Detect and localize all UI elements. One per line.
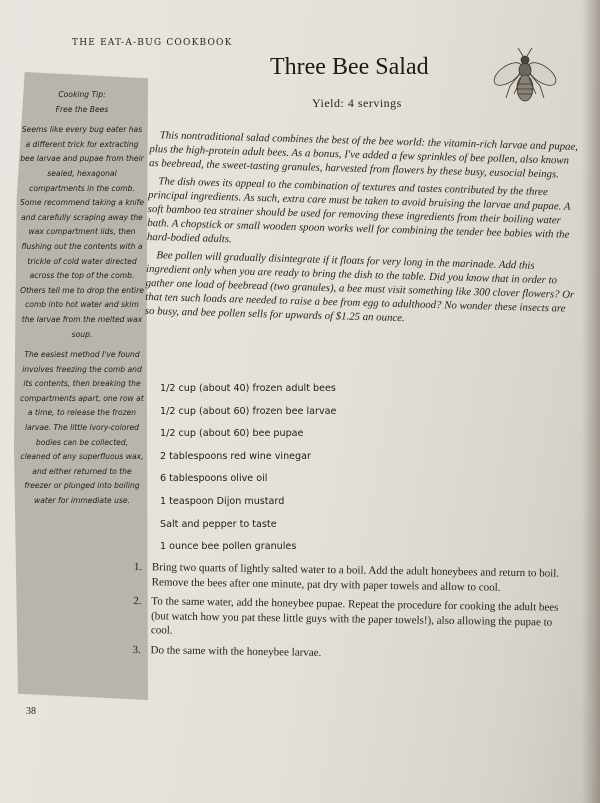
recipe-yield: Yield: 4 servings — [312, 96, 402, 110]
ingredient-list — [160, 383, 460, 564]
step-number: 2. — [133, 595, 142, 608]
page-number: 38 — [26, 706, 36, 717]
cooking-tip-title: Cooking Tip: Free the Bees — [55, 90, 109, 114]
step-number: 1. — [133, 560, 143, 574]
ingredient-item: 1 teaspoon Dijon mustard — [160, 495, 285, 507]
step-text: Do the same with the honeybee larvae. — [150, 644, 322, 659]
page-edge-shadow — [582, 0, 600, 803]
ingredient-item: 1/2 cup (about 40) frozen adult bees — [160, 383, 336, 394]
step-item — [133, 594, 576, 645]
step-text: Bring two quarts of lightly salted water to a boil. Add the adult honeybees and return to boil. Remove the bees after one minute, pat dry with paper towels and allow to cool. — [151, 561, 560, 594]
bee-icon — [490, 44, 560, 116]
ingredient-item: 2 tablespoons red wine vinegar — [160, 450, 311, 462]
step-item — [134, 560, 576, 596]
ingredient-item: 1/2 cup (about 60) frozen bee larvae — [160, 405, 337, 417]
cooking-tip-paragraph: The easiest method I've found involves freezing the comb and its contents, then breaking the compartments apart, one row at a time, to release the frozen larvae. The little ivory-colored bodies can be collected, cleaned of any superfluous wax, and either returned to the freezer or plunged into boiling water for immediate use. — [20, 350, 144, 506]
ingredient-item: Salt and pepper to taste — [160, 518, 277, 530]
running-head: THE EAT-A-BUG COOKBOOK — [72, 38, 233, 48]
intro-paragraph: This nontraditional salad combines the best of the bee world: the vitamin-rich larvae and pupae, plus the high-protein adult bees. As a bonus, I've added a few sprinkles of bee pollen, also known as beebread, the sweet-tasting granules, harvested from flowers by these busy, eusocial beings. — [148, 129, 579, 181]
recipe-title: Three Bee Salad — [270, 54, 429, 80]
ingredient-item: 1 ounce bee pollen granules — [160, 541, 297, 553]
cooking-tip-paragraph: Seems like every bug eater has a different trick for extracting bee larvae and pupae from their sealed, hexagonal compartments in the comb. Some recommend taking a knife and carefully scraping away the wax compartment lids, then flushing out the contents with a trickle of cold water directed across the top of the comb. Others tell me to drop the entire comb into hot water and skim the larvae from the melted wax soup. — [20, 125, 144, 339]
intro-paragraph: The dish owes its appeal to the combination of textures and tastes contributed by the three principal ingredients. As such, extra care must be taken to avoid bruising the larvae and pupae. A soft bamboo tea strainer should be used for removing these ingredients from their boiling water bath. A chopstick or small wooden spoon works well for combining the tender bee babies with the hard-bodied adults. — [146, 174, 571, 246]
ingredient-item: 1/2 cup (about 60) bee pupae — [160, 428, 304, 440]
step-number: 3. — [132, 643, 141, 657]
cooking-tip — [20, 88, 144, 515]
ingredient-item: 6 tablespoons olive oil — [160, 473, 268, 485]
recipe-steps — [132, 560, 576, 669]
step-text: To the same water, add the honeybee pupae. Repeat the procedure for cooking the adult bees (but watch how you pat these little guys with the paper towels!), also allowing the pupae to cool. — [150, 595, 559, 637]
step-item — [132, 643, 574, 665]
recipe-intro — [145, 128, 580, 334]
intro-paragraph: Bee pollen will gradually disintegrate if it floats for very long in the marinade. Add this ingredient only when you are ready to bring the dish to the table. Did you know that in order to gather one load of beebread (two granules), a bee must visit something like 300 clover flowers? Or that ten such loads are needed to raise a bee from egg to adulthood? No wonder these insects are so busy, and bee pollen sells for upwards of $1.25 an ounce. — [144, 248, 575, 325]
